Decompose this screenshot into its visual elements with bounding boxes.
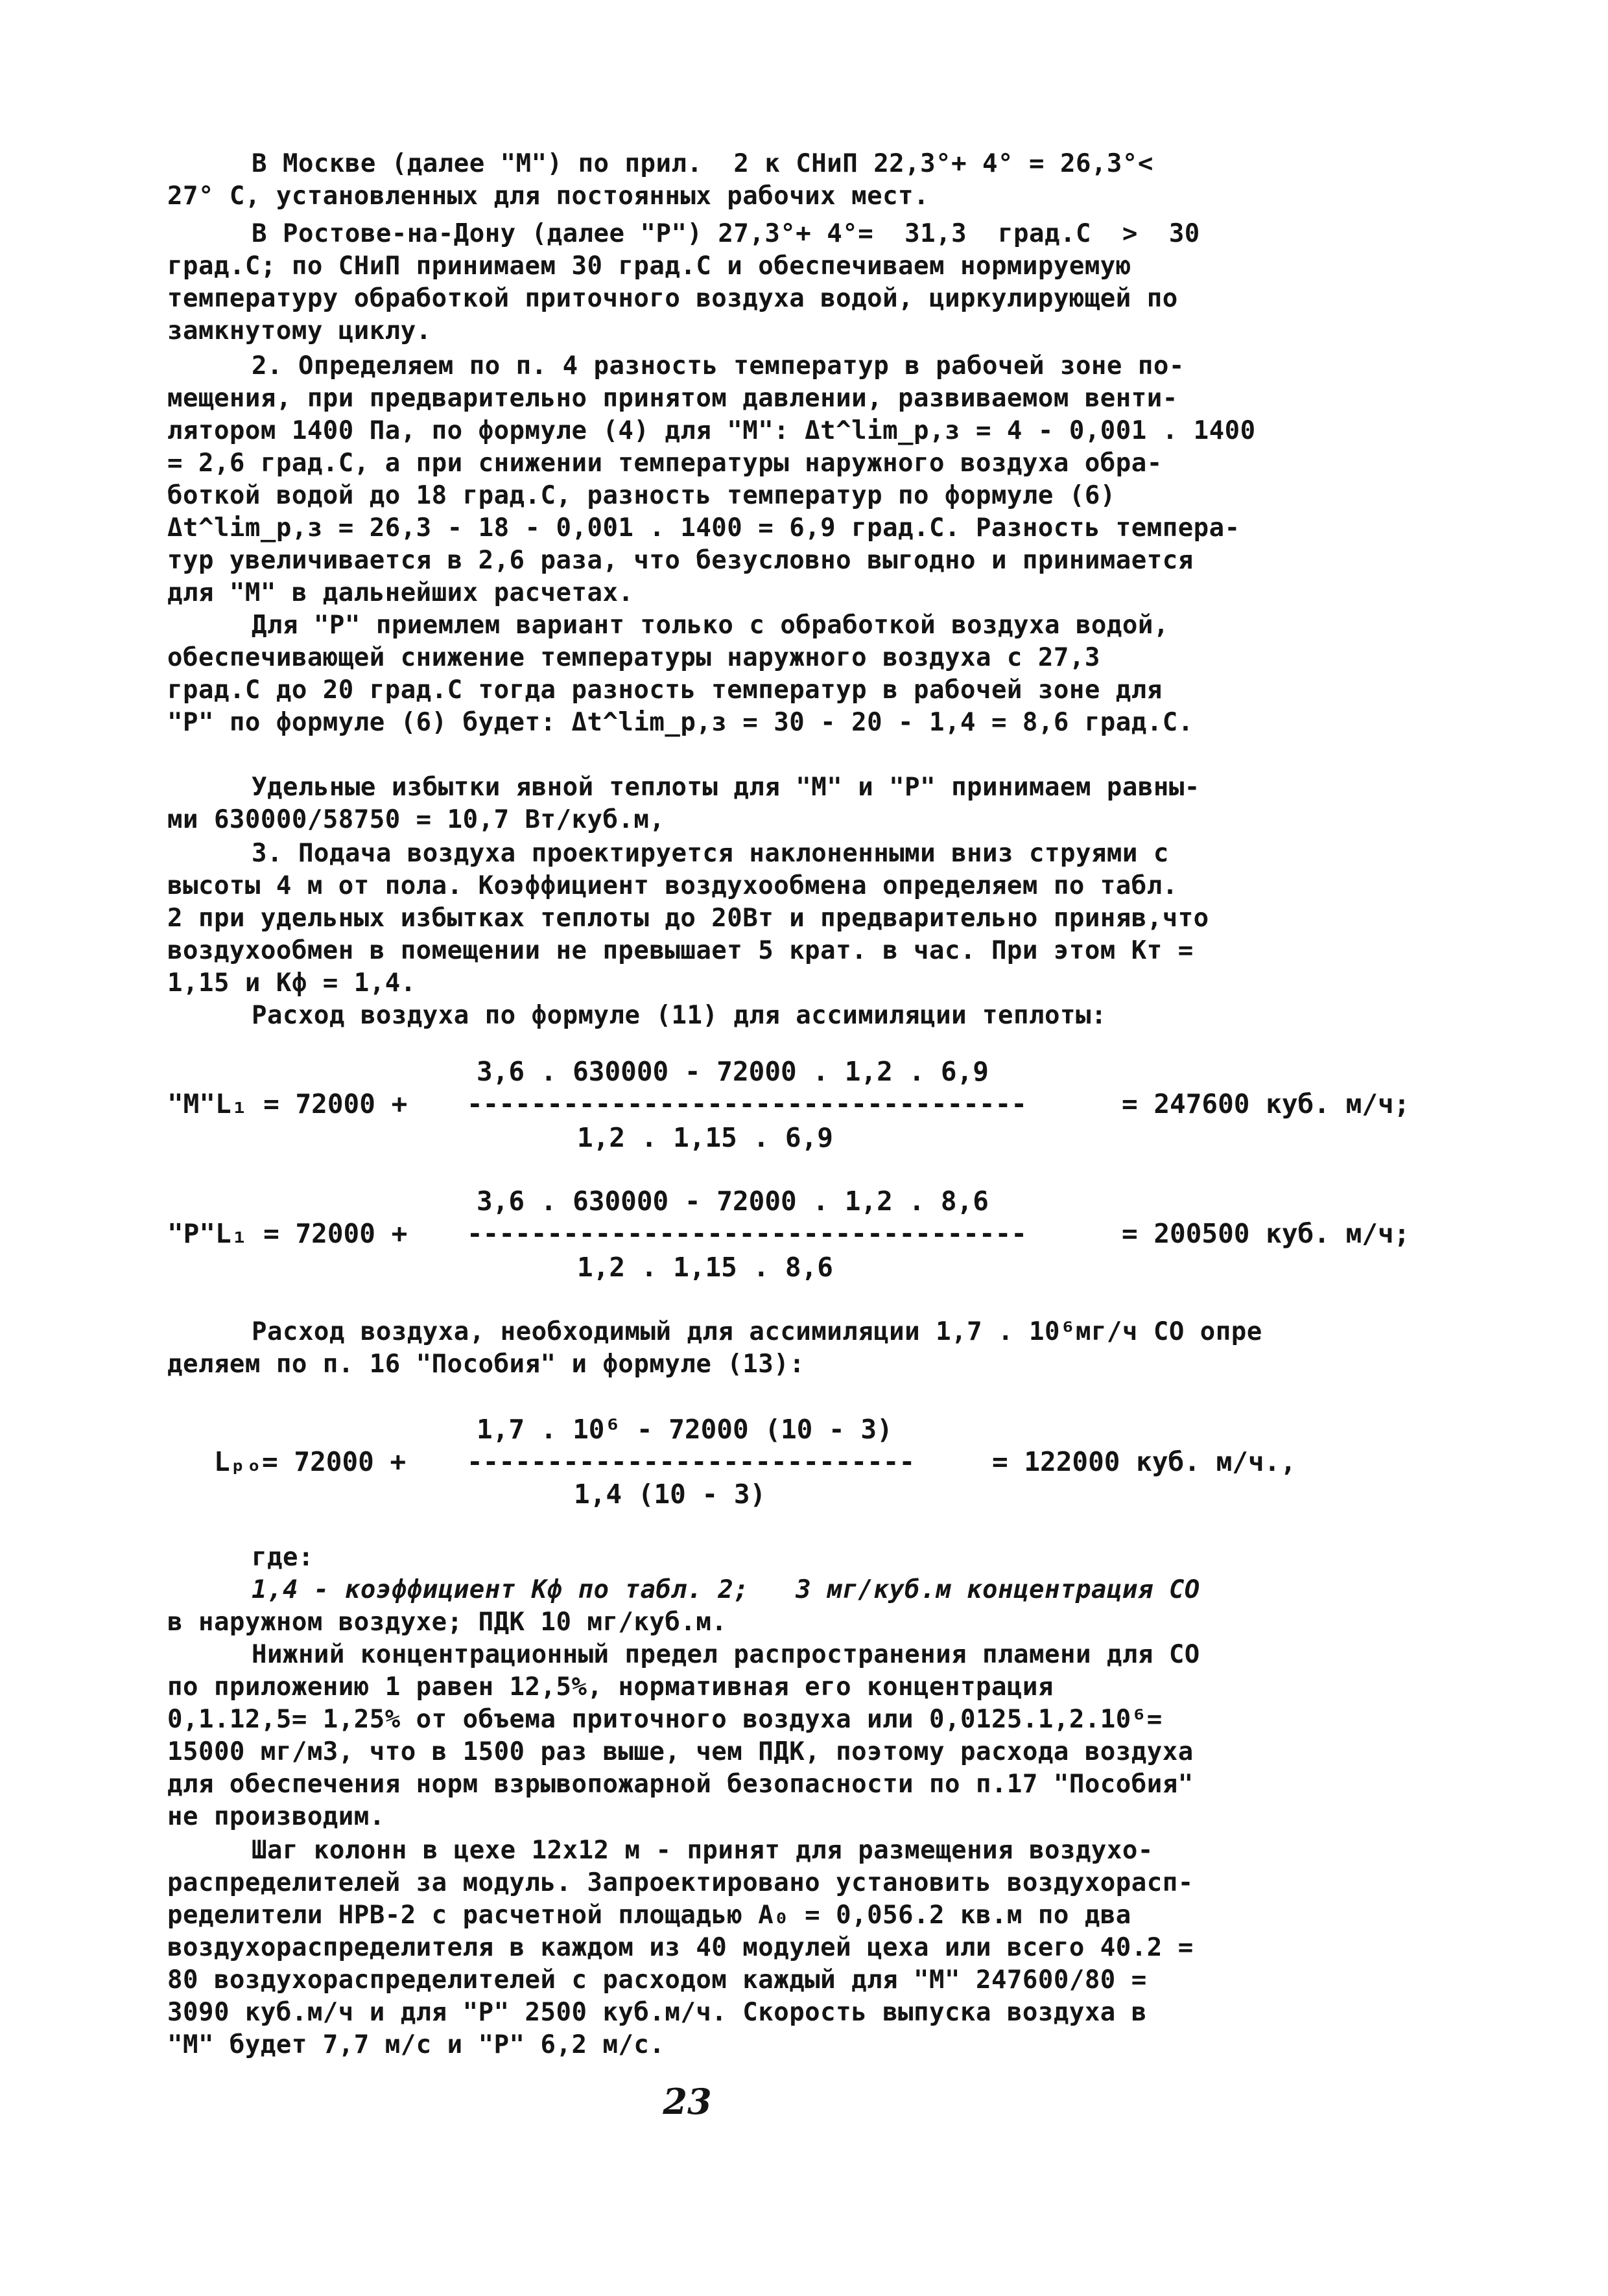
formula-lhs: Lₚₒ= 72000 +: [214, 1446, 407, 1477]
text-line: Нижний концентрационный предел распространения пламени для СО: [252, 1640, 1200, 1669]
text-line: град.С; по СНиП принимаем 30 град.С и обеспечиваем нормируемую: [167, 252, 1131, 281]
text-line: "М" будет 7,7 м/с и "Р" 6,2 м/с.: [167, 2030, 665, 2059]
text-line: для "М" в дальнейших расчетах.: [167, 578, 634, 607]
text-line: ми 630000/58750 = 10,7 Вт/куб.м,: [167, 805, 665, 834]
text-line: замкнутому циклу.: [167, 316, 432, 346]
text-line: в наружном воздухе; ПДК 10 мг/куб.м.: [167, 1608, 727, 1637]
formula-denominator: 1,2 . 1,15 . 8,6: [577, 1252, 833, 1283]
text-line: воздухораспределителя в каждом из 40 модулей цеха или всего 40.2 =: [167, 1933, 1194, 1962]
text-line: боткой водой до 18 град.С, разность температур по формуле (6): [167, 481, 1116, 510]
formula-result: = 122000 куб. м/ч.,: [992, 1446, 1296, 1477]
text-line: 1,15 и Кф = 1,4.: [167, 968, 416, 998]
text-line: деляем по п. 16 "Пособия" и формуле (13):: [167, 1350, 805, 1379]
text-line: 15000 мг/м3, что в 1500 раз выше, чем ПДК, поэтому расхода воздуха: [167, 1737, 1194, 1766]
text-line: 3090 куб.м/ч и для "Р" 2500 куб.м/ч. Скорость выпуска воздуха в: [167, 1998, 1147, 2027]
text-line: град.С до 20 град.С тогда разность температур в рабочей зоне для: [167, 675, 1163, 705]
formula-lhs: "Р"L₁ = 72000 +: [167, 1218, 408, 1249]
text-line: = 2,6 град.С, а при снижении температуры наружного воздуха обра-: [167, 449, 1163, 478]
text-line: 0,1.12,5= 1,25% от объема приточного воздуха или 0,0125.1,2.10⁶=: [167, 1705, 1163, 1734]
text-line: не производим.: [167, 1802, 385, 1831]
text-line: тур увеличивается в 2,6 раза, что безусловно выгодно и принимается: [167, 546, 1194, 575]
text-line: В Москве (далее "М") по прил. 2 к СНиП 22,3°+ 4° = 26,3°<: [252, 149, 1153, 178]
text-line: распределителей за модуль. Запроектировано установить воздухорасп-: [167, 1868, 1194, 1897]
text-line: обеспечивающей снижение температуры наружного воздуха с 27,3: [167, 643, 1100, 672]
text-line: Расход воздуха, необходимый для ассимиляции 1,7 . 10⁶мг/ч СО опре: [252, 1317, 1262, 1346]
text-line: для обеспечения норм взрывопожарной безопасности по п.17 "Пособия": [167, 1770, 1194, 1799]
text-line: температуру обработкой приточного воздуха водой, циркулирующей по: [167, 284, 1178, 313]
text-line: 2 при удельных избытках теплоты до 20Вт и предварительно приняв,что: [167, 904, 1209, 933]
formula-result: = 247600 куб. м/ч;: [1122, 1088, 1410, 1119]
text-line: Δt^lim_p,з = 26,3 - 18 - 0,001 . 1400 = 6,9 град.С. Разность темпера-: [167, 513, 1240, 543]
page-number: 23: [663, 2081, 712, 2122]
text-line: 1,4 - коэффициент Кф по табл. 2; 3 мг/куб.м концентрация СО: [252, 1575, 1200, 1604]
text-line: Расход воздуха по формуле (11) для ассимиляции теплоты:: [252, 1001, 1107, 1030]
formula-numerator: 3,6 . 630000 - 72000 . 1,2 . 6,9: [477, 1056, 989, 1087]
text-line: 2. Определяем по п. 4 разность температур в рабочей зоне по-: [252, 351, 1185, 381]
text-line: 27° С, установленных для постоянных рабочих мест.: [167, 182, 930, 211]
text-line: мещения, при предварительно принятом давлении, развиваемом венти-: [167, 384, 1178, 413]
text-line: 3. Подача воздуха проектируется наклоненными вниз струями с: [252, 839, 1169, 868]
text-line: лятором 1400 Па, по формуле (4) для "М": Δt^lim_p,з = 4 - 0,001 . 1400: [167, 416, 1256, 445]
text-line: ределители НРВ-2 с расчетной площадью А₀ = 0,056.2 кв.м по два: [167, 1901, 1131, 1930]
text-line: Шаг колонн в цехе 12х12 м - принят для размещения воздухо-: [252, 1836, 1153, 1865]
fraction-line: -----------------------------------: [467, 1088, 1027, 1119]
formula-lhs: "М"L₁ = 72000 +: [167, 1088, 408, 1119]
formula-numerator: 1,7 . 10⁶ - 72000 (10 - 3): [477, 1414, 893, 1445]
text-line: 80 воздухораспределителей с расходом каждый для "М" 247600/80 =: [167, 1965, 1147, 1995]
formula-result: = 200500 куб. м/ч;: [1122, 1218, 1410, 1249]
formula-denominator: 1,4 (10 - 3): [574, 1479, 766, 1510]
text-line: В Ростове-на-Дону (далее "Р") 27,3°+ 4°= 31,3 град.С > 30: [252, 219, 1200, 248]
formula-denominator: 1,2 . 1,15 . 6,9: [577, 1122, 833, 1153]
formula-numerator: 3,6 . 630000 - 72000 . 1,2 . 8,6: [477, 1186, 989, 1217]
text-line: где:: [252, 1543, 314, 1572]
fraction-line: ----------------------------: [467, 1446, 916, 1477]
fraction-line: -----------------------------------: [467, 1218, 1027, 1249]
text-line: Для "Р" приемлем вариант только с обработкой воздуха водой,: [252, 611, 1169, 640]
text-line: Удельные избытки явной теплоты для "М" и "Р" принимаем равны-: [252, 773, 1200, 802]
text-line: "Р" по формуле (6) будет: Δt^lim_p,з = 30 - 20 - 1,4 = 8,6 град.С.: [167, 708, 1194, 737]
text-line: воздухообмен в помещении не превышает 5 крат. в час. При этом Кт =: [167, 936, 1194, 965]
text-line: высоты 4 м от пола. Коэффициент воздухообмена определяем по табл.: [167, 871, 1178, 900]
text-line: по приложению 1 равен 12,5%, нормативная его концентрация: [167, 1672, 1054, 1702]
